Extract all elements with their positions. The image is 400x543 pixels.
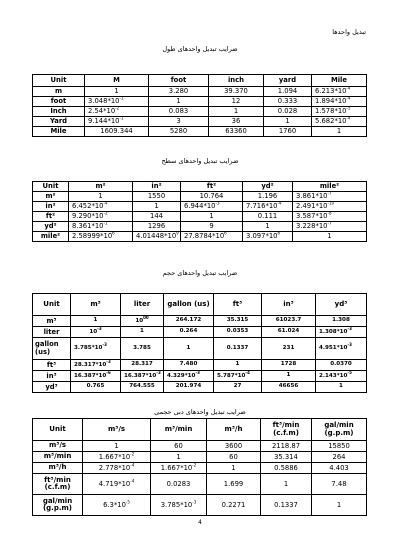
table-cell: 0.111: [243, 212, 293, 222]
table-cell: 1: [121, 327, 164, 338]
column-header: ft³/min (c.f.m): [261, 419, 312, 441]
table-cell: 0.765: [71, 382, 121, 393]
table-cell: 46656: [262, 382, 316, 393]
column-header: mile²: [293, 182, 367, 192]
table-cell: 35.314: [261, 452, 312, 463]
row-header: foot: [33, 97, 85, 107]
table-cell: 1: [151, 452, 207, 463]
table-cell: $9.144*10^{-1}$: [85, 117, 149, 127]
table-row: [33, 87, 367, 97]
table-cell: 1: [209, 107, 264, 117]
table-cell: 28.317: [121, 360, 164, 371]
table-cell: $1.667*10^{-2}$: [151, 463, 207, 474]
table-cell: 1: [181, 212, 243, 222]
table-cell: 1: [243, 222, 293, 232]
table-cell: $5.787*10^{-4}$: [214, 371, 262, 382]
row-header: Mile: [33, 127, 85, 137]
table-cell: $27.8784*10^6$: [181, 232, 243, 242]
table-cell: 1.699: [207, 474, 261, 495]
row-header: m³: [33, 316, 71, 327]
table-cell: 1760: [264, 127, 312, 137]
table-cell: 264.172: [164, 316, 214, 327]
table-cell: 60: [151, 441, 207, 452]
table-cell: $4.719*10^{-4}$: [83, 474, 151, 495]
header-title: تبدیل واحدها: [332, 28, 366, 36]
column-header: m³/min: [151, 419, 207, 441]
table-cell: 0.0370: [316, 360, 367, 371]
table-cell: 60: [207, 452, 261, 463]
table-cell: 0.0283: [151, 474, 207, 495]
table-cell: 1: [312, 495, 367, 516]
table-cell: 1296: [133, 222, 181, 232]
table-row: [33, 212, 367, 222]
row-header: mile²: [33, 232, 69, 242]
page-number: 4: [198, 519, 202, 526]
table-cell: $2.778*10^{-4}$: [83, 463, 151, 474]
column-header: yd³: [316, 294, 367, 316]
table-row: [33, 232, 367, 242]
row-header: in²: [33, 202, 69, 212]
table-cell: 35.315: [214, 316, 262, 327]
row-header: ft²: [33, 212, 69, 222]
table-cell: $5.682*10^{-4}$: [312, 117, 367, 127]
area-table: [32, 181, 367, 242]
column-header: Unit: [33, 419, 83, 441]
row-header: m³/s: [33, 441, 83, 452]
table-cell: $1.894*10^{-4}$: [312, 97, 367, 107]
column-header: m²: [69, 182, 133, 192]
length-section-title: ضرایب تبدیل واحدهای طول: [162, 45, 238, 53]
table-cell: 3600: [207, 441, 261, 452]
row-header: m²: [33, 192, 69, 202]
table-cell: $10^{-3}$: [71, 327, 121, 338]
table-cell: $1.308*10^{-3}$: [316, 327, 367, 338]
table-row: [33, 202, 367, 212]
table-cell: $6.3*10^{-5}$: [83, 495, 151, 516]
length-table: [32, 74, 367, 137]
table-row: [33, 192, 367, 202]
row-header: ft³/min (c.f.m): [33, 474, 83, 495]
row-header: m³/min: [33, 452, 83, 463]
table-cell: 3.280: [149, 87, 209, 97]
table-cell: 1.196: [243, 192, 293, 202]
table-cell: 1: [262, 371, 316, 382]
table-cell: 1: [133, 202, 181, 212]
table-cell: $9.290*10^{-2}$: [69, 212, 133, 222]
table-cell: 1.308: [316, 316, 367, 327]
row-header: liter: [33, 327, 71, 338]
table-cell: 1: [149, 97, 209, 107]
table-cell: 27: [214, 382, 262, 393]
table-cell: $3.097*10^6$: [243, 232, 293, 242]
table-row: [33, 463, 367, 474]
table-cell: $2.58999*10^6$: [69, 232, 133, 242]
row-header: gallon (us): [33, 338, 71, 360]
table-cell: 1: [83, 441, 151, 452]
table-cell: $3.785*10^{-3}$: [151, 495, 207, 516]
table-row: [33, 107, 367, 117]
table-cell: 2118.87: [261, 441, 312, 452]
flow-section-title: ضرایب تبدیل واحدهای دبی حجمی: [154, 408, 246, 416]
table-cell: 12: [209, 97, 264, 107]
table-cell: 1: [261, 474, 312, 495]
table-cell: 144: [133, 212, 181, 222]
table-cell: 0.5886: [261, 463, 312, 474]
table-cell: $1.667*10^{-2}$: [83, 452, 151, 463]
table-cell: 264: [312, 452, 367, 463]
table-row: [33, 327, 367, 338]
column-header: M: [85, 75, 149, 87]
table-cell: 1.094: [264, 87, 312, 97]
flow-table: [32, 418, 367, 516]
header-row: [33, 75, 367, 87]
row-header: m: [33, 87, 85, 97]
table-cell: $28.317*10^{-3}$: [71, 360, 121, 371]
table-cell: $8.361*10^{-1}$: [69, 222, 133, 232]
table-cell: 7.48: [312, 474, 367, 495]
table-row: [33, 316, 367, 327]
table-row: [33, 338, 367, 360]
column-header: Mile: [312, 75, 367, 87]
column-header: gallon (us): [164, 294, 214, 316]
table-cell: 1: [264, 117, 312, 127]
table-cell: 0.333: [264, 97, 312, 107]
table-cell: 201.974: [164, 382, 214, 393]
row-header: m³/h: [33, 463, 83, 474]
table-cell: 1550: [133, 192, 181, 202]
table-cell: 3.785: [121, 338, 164, 360]
table-cell: 1: [85, 87, 149, 97]
table-cell: 0.264: [164, 327, 214, 338]
table-cell: 1: [164, 338, 214, 360]
column-header: m³/h: [207, 419, 261, 441]
table-cell: 231: [262, 338, 316, 360]
table-cell: 1609.344: [85, 127, 149, 137]
table-cell: 0.083: [149, 107, 209, 117]
table-row: [33, 360, 367, 371]
table-cell: 764.555: [121, 382, 164, 393]
table-row: [33, 495, 367, 516]
column-header: yard: [264, 75, 312, 87]
row-header: yd³: [33, 382, 71, 393]
table-cell: $7.716*10^{-4}$: [243, 202, 293, 212]
volume-table: [32, 293, 367, 393]
row-header: ft³: [33, 360, 71, 371]
header-row: [33, 182, 367, 192]
column-header: in³: [262, 294, 316, 316]
table-cell: $6.944*10^{-3}$: [181, 202, 243, 212]
table-cell: $3.861*10^{-7}$: [293, 192, 367, 202]
table-cell: 0.1337: [261, 495, 312, 516]
table-cell: 1: [316, 382, 367, 393]
table-row: [33, 222, 367, 232]
table-cell: 1: [214, 360, 262, 371]
table-row: [33, 382, 367, 393]
table-cell: $2.143*10^{-5}$: [316, 371, 367, 382]
volume-section-title: ضرایب تبدیل واحدهای حجم: [162, 269, 238, 277]
table-cell: $3.587*10^{-8}$: [293, 212, 367, 222]
table-cell: 10.764: [181, 192, 243, 202]
table-cell: $10^{00}$: [121, 316, 164, 327]
row-header: in³: [33, 371, 71, 382]
table-cell: 1728: [262, 360, 316, 371]
table-row: [33, 371, 367, 382]
table-cell: 0.1337: [214, 338, 262, 360]
table-cell: 0.0353: [214, 327, 262, 338]
table-cell: $16.387*10^{-3}$: [121, 371, 164, 382]
column-header: Unit: [33, 182, 69, 192]
column-header: liter: [121, 294, 164, 316]
table-cell: $4.951*10^{-3}$: [316, 338, 367, 360]
table-cell: 5280: [149, 127, 209, 137]
table-cell: 39.370: [209, 87, 264, 97]
header-row: [33, 419, 367, 441]
table-row: [33, 117, 367, 127]
table-cell: 36: [209, 117, 264, 127]
table-cell: $4.01448*10^9$: [133, 232, 181, 242]
table-cell: $2.54*10^{-2}$: [85, 107, 149, 117]
column-header: gal/min (g.p.m): [312, 419, 367, 441]
table-cell: 7.480: [164, 360, 214, 371]
column-header: m³/s: [83, 419, 151, 441]
table-cell: $3.785*10^{-3}$: [71, 338, 121, 360]
table-cell: 4.403: [312, 463, 367, 474]
table-row: [33, 97, 367, 107]
row-header: yd²: [33, 222, 69, 232]
table-row: [33, 474, 367, 495]
column-header: foot: [149, 75, 209, 87]
table-cell: $16.387*10^{-6}$: [71, 371, 121, 382]
table-cell: $3.048*10^{-1}$: [85, 97, 149, 107]
table-cell: 1: [293, 232, 367, 242]
table-cell: 1: [71, 316, 121, 327]
table-cell: 63360: [209, 127, 264, 137]
table-cell: $3.228*10^{-7}$: [293, 222, 367, 232]
table-cell: $6.452*10^{-4}$: [69, 202, 133, 212]
table-cell: 9: [181, 222, 243, 232]
row-header: Yard: [33, 117, 85, 127]
table-cell: $4.329*10^{-3}$: [164, 371, 214, 382]
column-header: Unit: [33, 294, 71, 316]
column-header: m³: [71, 294, 121, 316]
table-cell: 15850: [312, 441, 367, 452]
table-cell: 0.2271: [207, 495, 261, 516]
column-header: yd²: [243, 182, 293, 192]
table-cell: 3: [149, 117, 209, 127]
table-cell: 1: [207, 463, 261, 474]
table-cell: 1: [312, 127, 367, 137]
table-cell: 1: [69, 192, 133, 202]
table-row: [33, 452, 367, 463]
column-header: ft³: [214, 294, 262, 316]
table-cell: 61.024: [262, 327, 316, 338]
column-header: ft²: [181, 182, 243, 192]
row-header: Inch: [33, 107, 85, 117]
column-header: Unit: [33, 75, 85, 87]
area-section-title: ضرایب تبدیل واحدهای سطح: [161, 157, 239, 165]
table-cell: 0.028: [264, 107, 312, 117]
column-header: inch: [209, 75, 264, 87]
row-header: gal/min (g.p.m): [33, 495, 83, 516]
table-row: [33, 127, 367, 137]
table-cell: $1.578*10^{-5}$: [312, 107, 367, 117]
table-cell: $2.491*10^{-10}$: [293, 202, 367, 212]
table-cell: $6.213*10^{-4}$: [312, 87, 367, 97]
table-row: [33, 441, 367, 452]
column-header: in²: [133, 182, 181, 192]
table-cell: 61023.7: [262, 316, 316, 327]
header-row: [33, 294, 367, 316]
